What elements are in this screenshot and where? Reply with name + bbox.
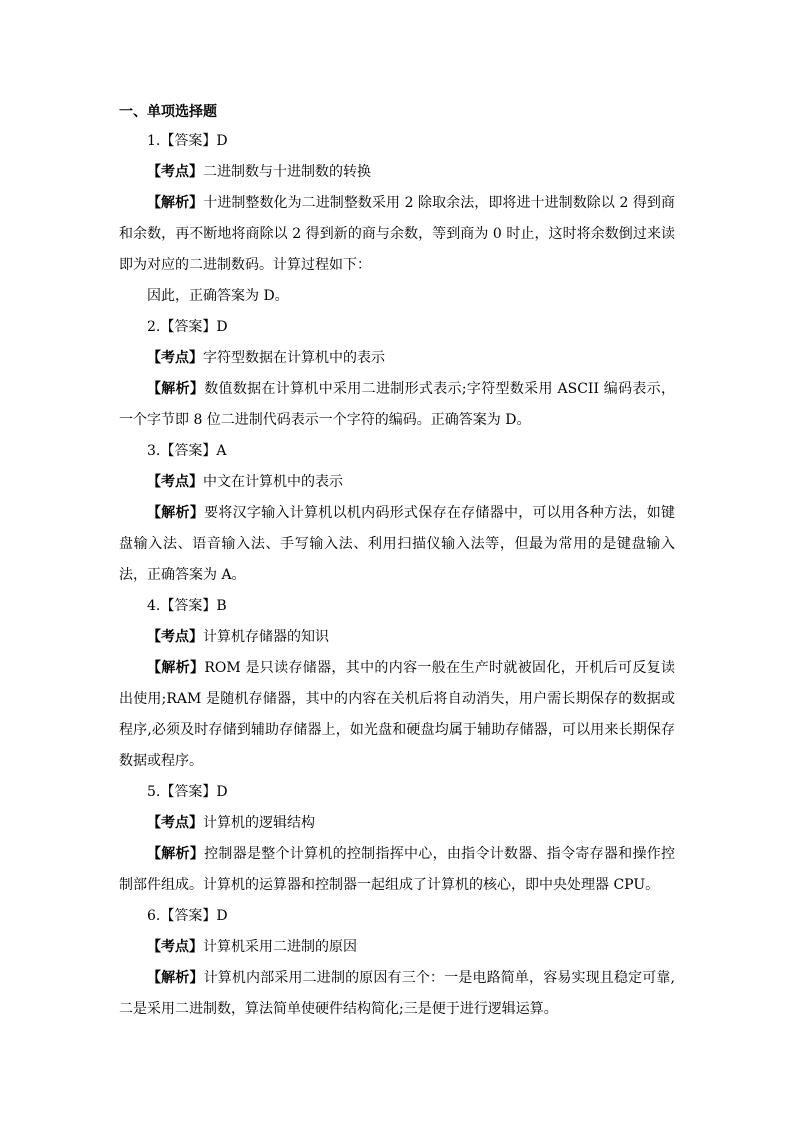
jiexi-label: 【解析】 bbox=[147, 970, 204, 986]
question-item bbox=[119, 436, 675, 591]
kaodian-text: 字符型数据在计算机中的表示 bbox=[203, 350, 385, 366]
kaodian-text: 二进制数与十进制数的转换 bbox=[203, 164, 371, 180]
kaodian-text: 计算机的逻辑结构 bbox=[203, 815, 315, 831]
jiexi-text: 计算机内部采用二进制的原因有三个：一是电路简单，容易实现且稳定可靠,二是采用二进制数，算法简单使硬件结构简化;三是便于进行逻辑运算。 bbox=[119, 970, 676, 1017]
jiexi-paragraph bbox=[119, 498, 675, 591]
question-item bbox=[119, 901, 675, 1025]
jiexi-text: ROM 是只读存储器，其中的内容一般在生产时就被固化，开机后可反复读出使用;RAM 是随机存储器，其中的内容在关机后将自动消失，用户需长期保存的数据或程序,必须及时存储到辅助存储器上，如光盘和硬盘均属于辅助存储器，可以用来长期保存数据或程序。 bbox=[119, 660, 676, 769]
kaodian-label: 【考点】 bbox=[147, 629, 203, 645]
kaodian-label: 【考点】 bbox=[147, 939, 203, 955]
answer-line: 4.【答案】B bbox=[147, 598, 227, 614]
kaodian-line bbox=[119, 157, 675, 188]
kaodian-label: 【考点】 bbox=[147, 815, 203, 831]
question-item bbox=[119, 312, 675, 436]
kaodian-line bbox=[119, 467, 675, 498]
question-item bbox=[119, 591, 675, 777]
jiexi-text: 要将汉字输入计算机以机内码形式保存在存储器中，可以用各种方法，如键盘输入法、语音输入法、手写输入法、利用扫描仪输入法等，但最为常用的是键盘输入法，正确答案为 A。 bbox=[119, 505, 676, 583]
conclusion-line: 因此，正确答案为 D。 bbox=[147, 288, 289, 304]
answer-line: 3.【答案】A bbox=[147, 443, 227, 459]
kaodian-line bbox=[119, 932, 675, 963]
kaodian-label: 【考点】 bbox=[147, 474, 203, 490]
jiexi-paragraph bbox=[119, 374, 675, 436]
answer-line: 6.【答案】D bbox=[147, 908, 228, 924]
jiexi-paragraph bbox=[119, 653, 675, 777]
jiexi-paragraph bbox=[119, 839, 675, 901]
kaodian-line bbox=[119, 808, 675, 839]
jiexi-label: 【解析】 bbox=[147, 195, 204, 211]
jiexi-label: 【解析】 bbox=[147, 381, 205, 397]
kaodian-line bbox=[119, 343, 675, 374]
question-item bbox=[119, 126, 675, 312]
kaodian-label: 【考点】 bbox=[147, 350, 203, 366]
jiexi-label: 【解析】 bbox=[147, 505, 205, 521]
jiexi-text: 十进制整数化为二进制整数采用 2 除取余法，即将进十进制数除以 2 得到商和余数，再不断地将商除以 2 得到新的商与余数，等到商为 0 时止，这时将余数倒过来读即为对应的二进制数码。计算过程如下： bbox=[119, 195, 675, 273]
section-title: 一、单项选择题 bbox=[119, 104, 217, 120]
kaodian-label: 【考点】 bbox=[147, 164, 203, 180]
jiexi-paragraph bbox=[119, 188, 675, 281]
answer-line: 5.【答案】D bbox=[147, 784, 228, 800]
jiexi-text: 数值数据在计算机中采用二进制形式表示;字符型数采用 ASCII 编码表示，一个字节即 8 位二进制代码表示一个字符的编码。正确答案为 D。 bbox=[119, 381, 675, 428]
answer-line: 1.【答案】D bbox=[147, 133, 228, 149]
kaodian-line bbox=[119, 622, 675, 653]
answer-section bbox=[119, 98, 675, 1025]
kaodian-text: 计算机采用二进制的原因 bbox=[203, 939, 357, 955]
jiexi-label: 【解析】 bbox=[147, 660, 205, 676]
question-item bbox=[119, 777, 675, 901]
jiexi-paragraph bbox=[119, 963, 675, 1025]
jiexi-label: 【解析】 bbox=[147, 846, 205, 862]
jiexi-text: 控制器是整个计算机的控制指挥中心，由指令计数器、指令寄存器和操作控制部件组成。计算机的运算器和控制器一起组成了计算机的核心，即中央处理器 CPU。 bbox=[119, 846, 676, 893]
kaodian-text: 计算机存储器的知识 bbox=[203, 629, 329, 645]
kaodian-text: 中文在计算机中的表示 bbox=[203, 474, 343, 490]
answer-line: 2.【答案】D bbox=[147, 319, 228, 335]
